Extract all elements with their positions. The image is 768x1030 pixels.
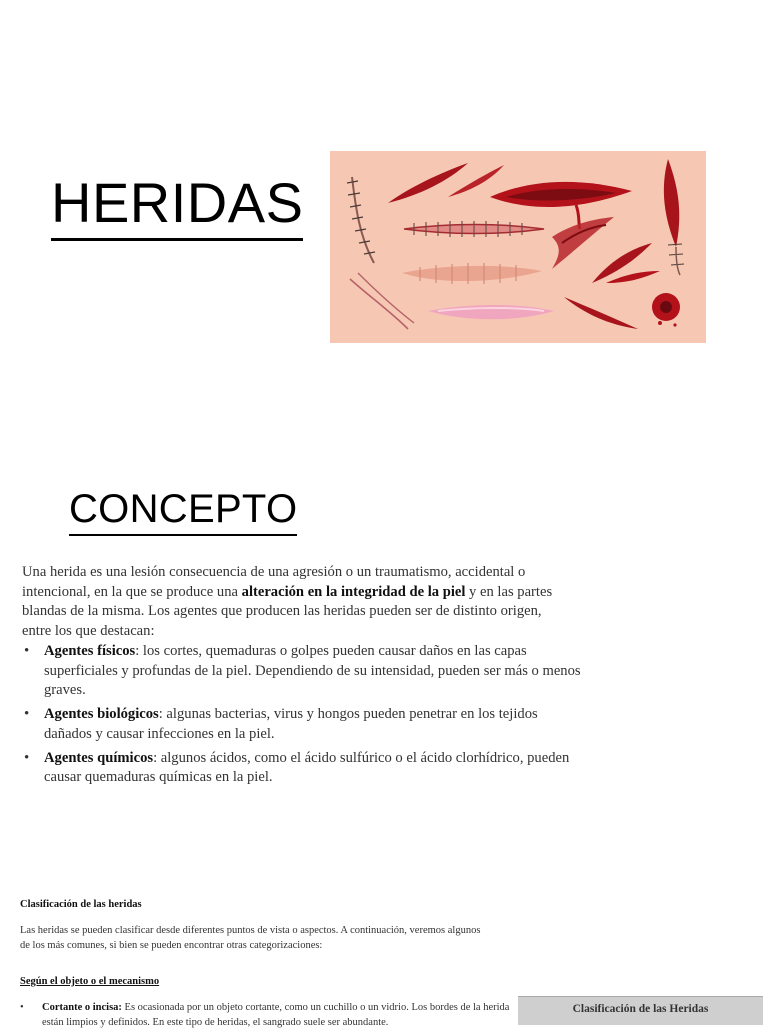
list-item bbox=[22, 642, 582, 701]
agents-list bbox=[22, 642, 582, 792]
classification-title: Clasificación de las heridas bbox=[20, 899, 142, 910]
classification-subheading: Según el objeto o el mecanismo bbox=[20, 976, 160, 987]
intro-emphasis: alteración en la integridad de la piel bbox=[241, 583, 466, 600]
list-item bbox=[20, 1001, 510, 1030]
list-item bbox=[22, 749, 582, 788]
wound-types-list bbox=[20, 1001, 510, 1030]
intro-text: y en las partes blandas de la misma. Los agentes que producen las heridas pueden ser de distinto origen, entre los que destacan: bbox=[22, 583, 553, 639]
agent-term: Agentes químicos bbox=[44, 749, 154, 766]
page-title: HERIDAS bbox=[51, 168, 303, 241]
classification-intro: Las heridas se pueden clasificar desde diferentes puntos de vista o aspectos. A continuación, veremos algunos de los más comunes, si bien se pueden encontrar otras categorizaciones: bbox=[20, 925, 481, 951]
agent-description: : algunos ácidos, como el ácido sulfúrico o el ácido clorhídrico, pueden causar quemaduras químicas en la piel. bbox=[44, 749, 570, 785]
concept-intro-paragraph bbox=[22, 563, 562, 641]
agent-term: Agentes biológicos bbox=[44, 706, 159, 722]
classification-table-header: Clasificación de las Heridas bbox=[518, 996, 763, 1025]
list-item bbox=[22, 705, 582, 744]
intro-text: Una herida es una lesión consecuencia de una agresión o un traumatismo, accidental o intencional, en la que se produce una bbox=[22, 564, 526, 600]
agent-description: : los cortes, quemaduras o golpes pueden causar daños en las capas superficiales y profundas de la piel. Dependiendo de su intensidad, pueden ser más o menos graves. bbox=[44, 643, 581, 698]
wounds-illustration-icon bbox=[330, 151, 706, 343]
wound-type-term: Cortante o incisa: bbox=[42, 1002, 122, 1013]
section-heading-concepto: CONCEPTO bbox=[69, 484, 297, 536]
wound-type-description: Es ocasionada por un objeto cortante, como un cuchillo o un vidrio. Los bordes de la herida están limpios y definidos. En este tipo de heridas, el sangrado suele ser abundante. bbox=[42, 1002, 510, 1028]
wounds-illustration bbox=[330, 151, 706, 343]
agent-description: : algunas bacterias, virus y hongos pueden penetrar en los tejidos dañados y causar infecciones en la piel. bbox=[44, 706, 538, 742]
agent-term: Agentes físicos bbox=[44, 643, 136, 659]
